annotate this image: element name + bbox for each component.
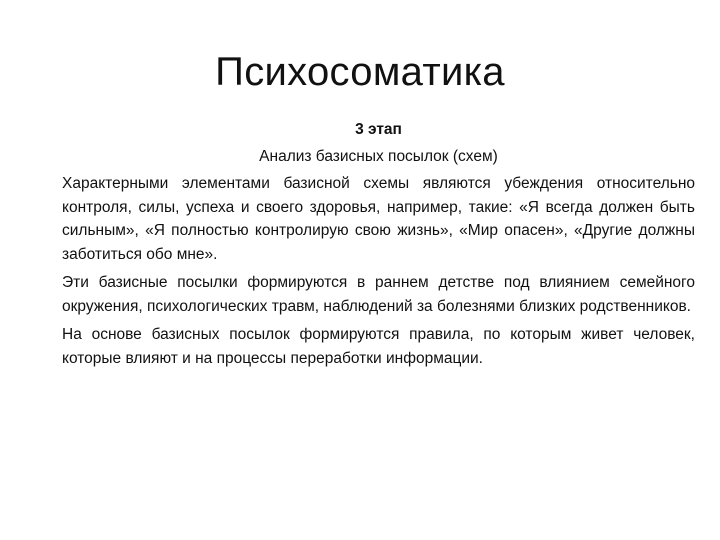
slide-title-text: Психосоматика: [215, 50, 505, 94]
paragraph-rules: На основе базисных посылок формируются правила, по которым живет человек, которые влияют и на процессы переработки информации.: [62, 326, 695, 367]
section-subtitle: Анализ базисных посылок (схем): [259, 147, 498, 165]
slide-title: [0, 46, 720, 98]
slide-content: [62, 118, 695, 375]
paragraph-formation: Эти базисные посылки формируются в раннем детстве под влиянием семейного окружения, психологических травм, наблюдений за болезнями близких родственников.: [62, 274, 695, 315]
stage-heading: 3 этап: [355, 121, 402, 138]
paragraph-core-beliefs: Характерными элементами базисной схемы являются убеждения относительно контроля, силы, успеха и своего здоровья, например, такие: «Я всегда должен быть сильным», «Я полностью контролирую свою жизнь», «Мир опасен», «Другие должны заботиться обо мне».: [62, 175, 695, 263]
